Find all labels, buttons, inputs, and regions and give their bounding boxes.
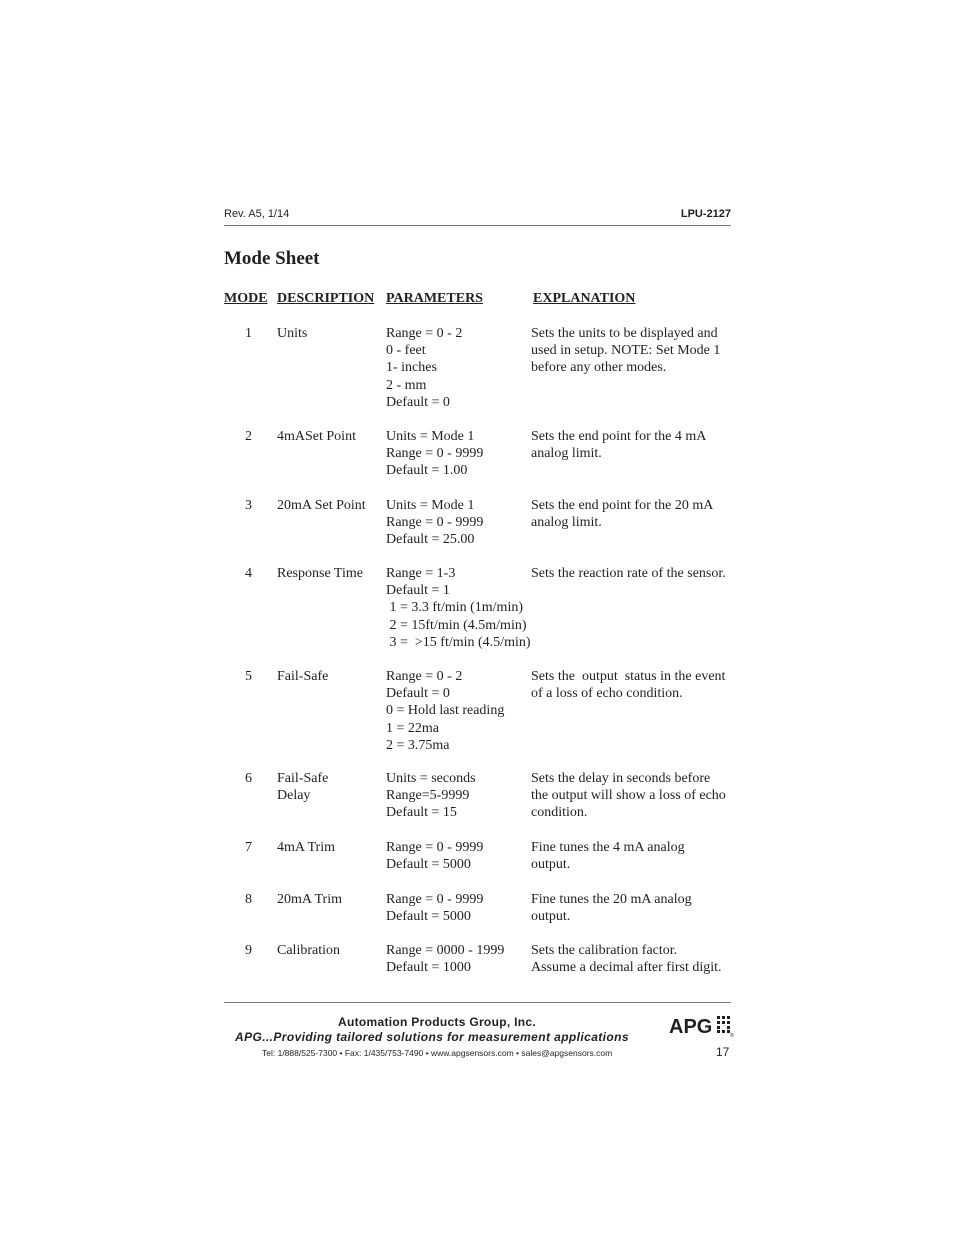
page-header [224, 208, 731, 226]
mode-parameters [386, 565, 531, 651]
mode-parameters-line: Range = 0 - 9999 [386, 446, 484, 462]
mode-explanation-line: Fine tunes the 4 mA analog [531, 840, 685, 855]
mode-description-line: Fail-Safe [277, 669, 329, 684]
page-title: Mode Sheet [224, 248, 320, 269]
mode-parameters-line: Default = 25.00 [386, 532, 475, 548]
mode-parameters-line: Default = 5000 [386, 857, 471, 873]
mode-parameters-line: 2 = 15ft/min (4.5m/min) [386, 617, 527, 633]
mode-explanation-line: Fine tunes the 20 mA analog [531, 892, 692, 907]
mode-parameters-line: Range = 0 - 9999 [386, 840, 484, 855]
mode-description [277, 428, 356, 445]
mode-parameters-line: Default = 15 [386, 805, 457, 821]
mode-explanation-line: Sets the reaction rate of the sensor. [531, 566, 726, 581]
mode-number: 6 [245, 771, 252, 786]
mode-number: 9 [245, 943, 252, 958]
mode-parameters [386, 428, 483, 480]
mode-number: 7 [245, 840, 252, 855]
mode-description-line: Delay [277, 788, 311, 804]
mode-description-line: Calibration [277, 943, 340, 958]
mode-parameters [386, 891, 483, 925]
mode-parameters-line: Range = 0 - 2 [386, 669, 463, 684]
mode-parameters-line: Range = 0 - 2 [386, 326, 463, 341]
mode-parameters-line: 1- inches [386, 360, 437, 376]
mode-number: 8 [245, 892, 252, 907]
mode-parameters-line: Default = 1000 [386, 960, 471, 976]
mode-explanation-line: used in setup. NOTE: Set Mode 1 [531, 343, 721, 359]
mode-number: 3 [245, 498, 252, 513]
mode-explanation-line: the output will show a loss of echo [531, 788, 726, 804]
mode-explanation-line: of a loss of echo condition. [531, 686, 683, 702]
mode-description [277, 942, 340, 959]
mode-explanation-line: Assume a decimal after first digit. [531, 960, 722, 976]
footer-divider [224, 1002, 731, 1003]
mode-number: 2 [245, 429, 252, 444]
mode-parameters [386, 770, 476, 822]
page-number: 17 [716, 1045, 730, 1059]
document-code: LPU-2127 [680, 208, 731, 220]
mode-parameters-line: Range=5-9999 [386, 788, 470, 804]
mode-description [277, 565, 363, 582]
mode-explanation-line: Sets the end point for the 4 mA [531, 429, 707, 444]
footer-contact: Tel: 1/888/525-7300 • Fax: 1/435/753-7490 • www.apgsensors.com • sales@apgsensors.com [262, 1048, 613, 1058]
mode-parameters [386, 839, 483, 873]
mode-explanation-line: Sets the calibration factor. [531, 943, 678, 958]
mode-explanation [531, 428, 706, 462]
mode-number: 4 [245, 566, 252, 581]
apg-logo [667, 1014, 735, 1038]
mode-parameters-line: Default = 1 [386, 583, 450, 599]
mode-explanation-line: Sets the delay in seconds before [531, 771, 711, 786]
mode-parameters [386, 668, 504, 754]
mode-parameters-line: Default = 1.00 [386, 463, 468, 479]
mode-explanation [531, 668, 725, 702]
mode-explanation-line: output. [531, 909, 571, 925]
mode-explanation-line: condition. [531, 805, 588, 821]
mode-description-line: Fail-Safe [277, 771, 329, 786]
mode-description [277, 891, 342, 908]
column-header-mode: MODE [224, 291, 268, 306]
mode-explanation [531, 839, 685, 873]
mode-parameters-line: 1 = 3.3 ft/min (1m/min) [386, 600, 523, 616]
mode-explanation [531, 891, 692, 925]
mode-number: 5 [245, 669, 252, 684]
mode-explanation [531, 565, 726, 582]
mode-parameters [386, 942, 504, 976]
mode-parameters-line: Range = 0 - 9999 [386, 515, 484, 531]
mode-parameters-line: 0 - feet [386, 343, 426, 359]
mode-parameters-line: Default = 5000 [386, 909, 471, 925]
mode-description-line: 4mASet Point [277, 429, 356, 444]
mode-description [277, 839, 335, 856]
mode-number: 1 [245, 326, 252, 341]
mode-parameters-line: Range = 0 - 9999 [386, 892, 484, 907]
mode-parameters-line: Range = 1-3 [386, 566, 456, 581]
mode-description-line: 4mA Trim [277, 840, 335, 855]
logo-wordmark: APG [669, 1016, 713, 1038]
logo-dots-icon [717, 1016, 730, 1033]
mode-explanation-line: Sets the end point for the 20 mA [531, 498, 714, 513]
mode-parameters-line: 0 = Hold last reading [386, 703, 505, 719]
mode-explanation-line: output. [531, 857, 571, 873]
mode-explanation-line: Sets the output status in the event [531, 669, 726, 684]
mode-explanation-line: analog limit. [531, 446, 602, 462]
mode-explanation-line: before any other modes. [531, 360, 667, 376]
mode-description [277, 770, 328, 804]
mode-parameters-line: 3 = >15 ft/min (4.5/min) [386, 634, 531, 650]
mode-parameters-line: 2 - mm [386, 377, 427, 393]
mode-explanation [531, 770, 726, 822]
mode-parameters-line: Default = 0 [386, 394, 450, 410]
mode-parameters-line: Units = Mode 1 [386, 429, 475, 444]
mode-explanation [531, 942, 722, 976]
footer-tagline: APG...Providing tailored solutions for measurement applications [235, 1030, 629, 1044]
logo-registered-mark: ® [730, 1033, 734, 1038]
mode-parameters-line: Default = 0 [386, 686, 450, 702]
mode-description [277, 497, 366, 514]
mode-parameters-line: Units = Mode 1 [386, 498, 475, 513]
mode-parameters-line: 2 = 3.75ma [386, 737, 450, 753]
mode-description-line: Units [277, 326, 308, 341]
mode-parameters [386, 497, 483, 549]
mode-parameters-line: Range = 0000 - 1999 [386, 943, 505, 958]
column-header-explanation: EXPLANATION [533, 291, 636, 306]
revision-label: Rev. A5, 1/14 [224, 208, 290, 220]
mode-description-line: Response Time [277, 566, 363, 581]
mode-explanation [531, 497, 713, 531]
footer-company: Automation Products Group, Inc. [338, 1015, 536, 1029]
mode-explanation [531, 325, 720, 377]
mode-description [277, 325, 307, 342]
mode-explanation-line: analog limit. [531, 515, 602, 531]
mode-description-line: 20mA Trim [277, 892, 342, 907]
mode-parameters-line: 1 = 22ma [386, 720, 439, 736]
mode-explanation-line: Sets the units to be displayed and [531, 326, 718, 341]
column-header-parameters: PARAMETERS [386, 291, 483, 306]
mode-description-line: 20mA Set Point [277, 498, 366, 513]
column-header-description: DESCRIPTION [277, 291, 375, 306]
mode-parameters [386, 325, 462, 411]
mode-description [277, 668, 328, 685]
mode-parameters-line: Units = seconds [386, 771, 476, 786]
